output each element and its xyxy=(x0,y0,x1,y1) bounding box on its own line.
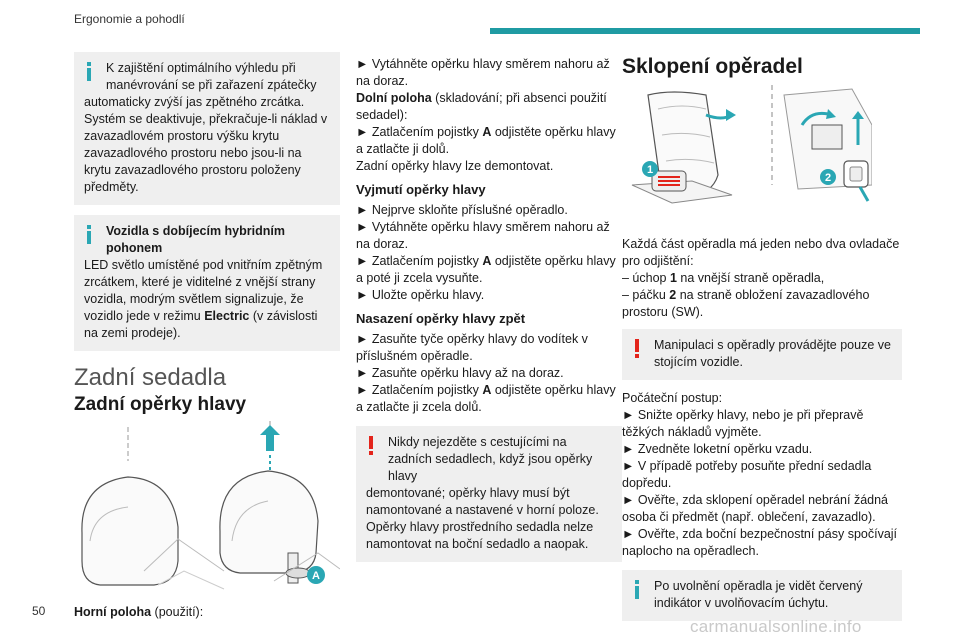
install-step-2: ► Zasuňte opěrku hlavy až na doraz. xyxy=(356,366,564,380)
info-text: LED světlo umístěné pod vnitřním zpětným zrcátkem, které je viditelné z vnější strany vozidla, modrým světlem signalizuje, že vozidlo jede v režimu Electric (v závislosti na zemi prodeje). xyxy=(84,258,323,340)
heading-install: Nasazení opěrky hlavy zpět xyxy=(356,311,526,326)
remove-step-4: ► Uložte opěrku hlavy. xyxy=(356,288,485,302)
info-icon xyxy=(635,580,639,599)
install-step-3: ► Zatlačením pojistky A odjistěte opěrku hlavy a zatlačte ji zcela dolů. xyxy=(356,383,616,414)
caption-upper-position: Horní poloha (použití): xyxy=(74,605,204,619)
info-box-indicator xyxy=(622,570,902,621)
warning-text: Manipulaci s opěradly provádějte pouze ve stojícím vozidle. xyxy=(654,338,891,369)
removable-note: Zadní opěrky hlavy lze demontovat. xyxy=(356,159,554,173)
warning-icon xyxy=(635,339,639,358)
figure-label-a: A xyxy=(312,570,320,582)
warning-text-first: Nikdy nejezděte s cestujícími na zadních sedadlech, když jsou opěrky hlavy xyxy=(388,435,593,483)
step-3: ► V případě potřeby posuňte přední sedadla dopředu. xyxy=(622,459,872,490)
section-title-fold: Sklopení opěradel xyxy=(622,55,803,78)
step-push-down: ► Zatlačením pojistky A odjistěte opěrku hlavy a zatlačte ji dolů. xyxy=(356,125,616,156)
step-pull-up: ► Vytáhněte opěrku hlavy směrem nahoru až na doraz. xyxy=(356,57,610,88)
step-5: ► Ověřte, zda boční bezpečnostní pásy spočívají naplocho na opěradlech. xyxy=(622,527,898,558)
info-text-first: K zajištění optimálního výhledu při manévrování se při zařazení zpátečky xyxy=(106,61,317,92)
seat-fold-illustration xyxy=(622,85,872,215)
watermark: carmanualsonline.info xyxy=(690,617,862,636)
running-header: Ergonomie a pohodlí xyxy=(74,12,185,26)
step-1: ► Snižte opěrky hlavy, nebo je při přepravě těžkých nákladů vyjměte. xyxy=(622,408,864,439)
column-right xyxy=(622,52,902,631)
info-box-hybrid xyxy=(74,215,340,351)
heading-remove: Vyjmutí opěrky hlavy xyxy=(356,182,486,197)
info-icon xyxy=(87,62,91,81)
figure-label-2: 2 xyxy=(824,172,832,184)
info-title: Vozidla s dobíjecím hybridním pohonem xyxy=(106,224,285,255)
warning-text-rest: demontované; opěrky hlavy musí být namontované a nastavené v horní poloze. Opěrky hlavy prostředního sedadla nelze namontovat na boční sedadlo a naopak. xyxy=(366,486,599,551)
install-step-1: ► Zasuňte tyče opěrky hlavy do vodítek v příslušném opěradle. xyxy=(356,332,588,363)
info-text-rest: automaticky zvýší jas zpětného zrcátka. Systém se deaktivuje, překračuje-li náklad v zavazadlovém prostoru výšku krytu zavazadlového prostoru nebo jsou-li na krytu zavazadlového prostoru položeny předměty. xyxy=(84,95,328,194)
step-2: ► Zvedněte loketní opěrku vzadu. xyxy=(622,442,813,456)
control-1: – úchop 1 na vnější straně opěradla, xyxy=(622,271,825,285)
step-4: ► Ověřte, zda sklopení opěradel nebrání žádná osoba či předmět (např. oblečení, zavazadlo). xyxy=(622,493,889,524)
warning-box-stationary xyxy=(622,329,902,380)
column-left xyxy=(74,52,340,621)
header-accent-bar xyxy=(490,28,920,34)
remove-step-1: ► Nejprve skloňte příslušné opěradlo. xyxy=(356,203,568,217)
remove-step-3: ► Zatlačením pojistky A odjistěte opěrku hlavy a poté ji zcela vysuňte. xyxy=(356,254,616,285)
column-middle xyxy=(356,56,622,572)
page-number: 50 xyxy=(32,604,46,618)
info-box-mirror xyxy=(74,52,340,205)
headrest-illustration xyxy=(74,421,340,599)
start-procedure: Počáteční postup: xyxy=(622,391,723,405)
controls-intro: Každá část opěradla má jeden nebo dva ovladače pro odjištění: xyxy=(622,237,900,268)
remove-step-2: ► Vytáhněte opěrku hlavy směrem nahoru až na doraz. xyxy=(356,220,610,251)
warning-icon xyxy=(369,436,373,455)
figure-label-1: 1 xyxy=(646,164,654,176)
lower-position: Dolní poloha (skladování; při absenci použití sedadel): xyxy=(356,91,607,122)
info-text: Po uvolnění opěradla je vidět červený indikátor v uvolňovacím úchytu. xyxy=(654,579,863,610)
subsection-title: Zadní opěrky hlavy xyxy=(74,394,247,415)
info-icon xyxy=(87,225,91,244)
section-title: Zadní sedadla xyxy=(74,364,227,391)
control-2: – páčku 2 na straně obložení zavazadlového prostoru (SW). xyxy=(622,288,870,319)
warning-box-headrests xyxy=(356,426,622,562)
